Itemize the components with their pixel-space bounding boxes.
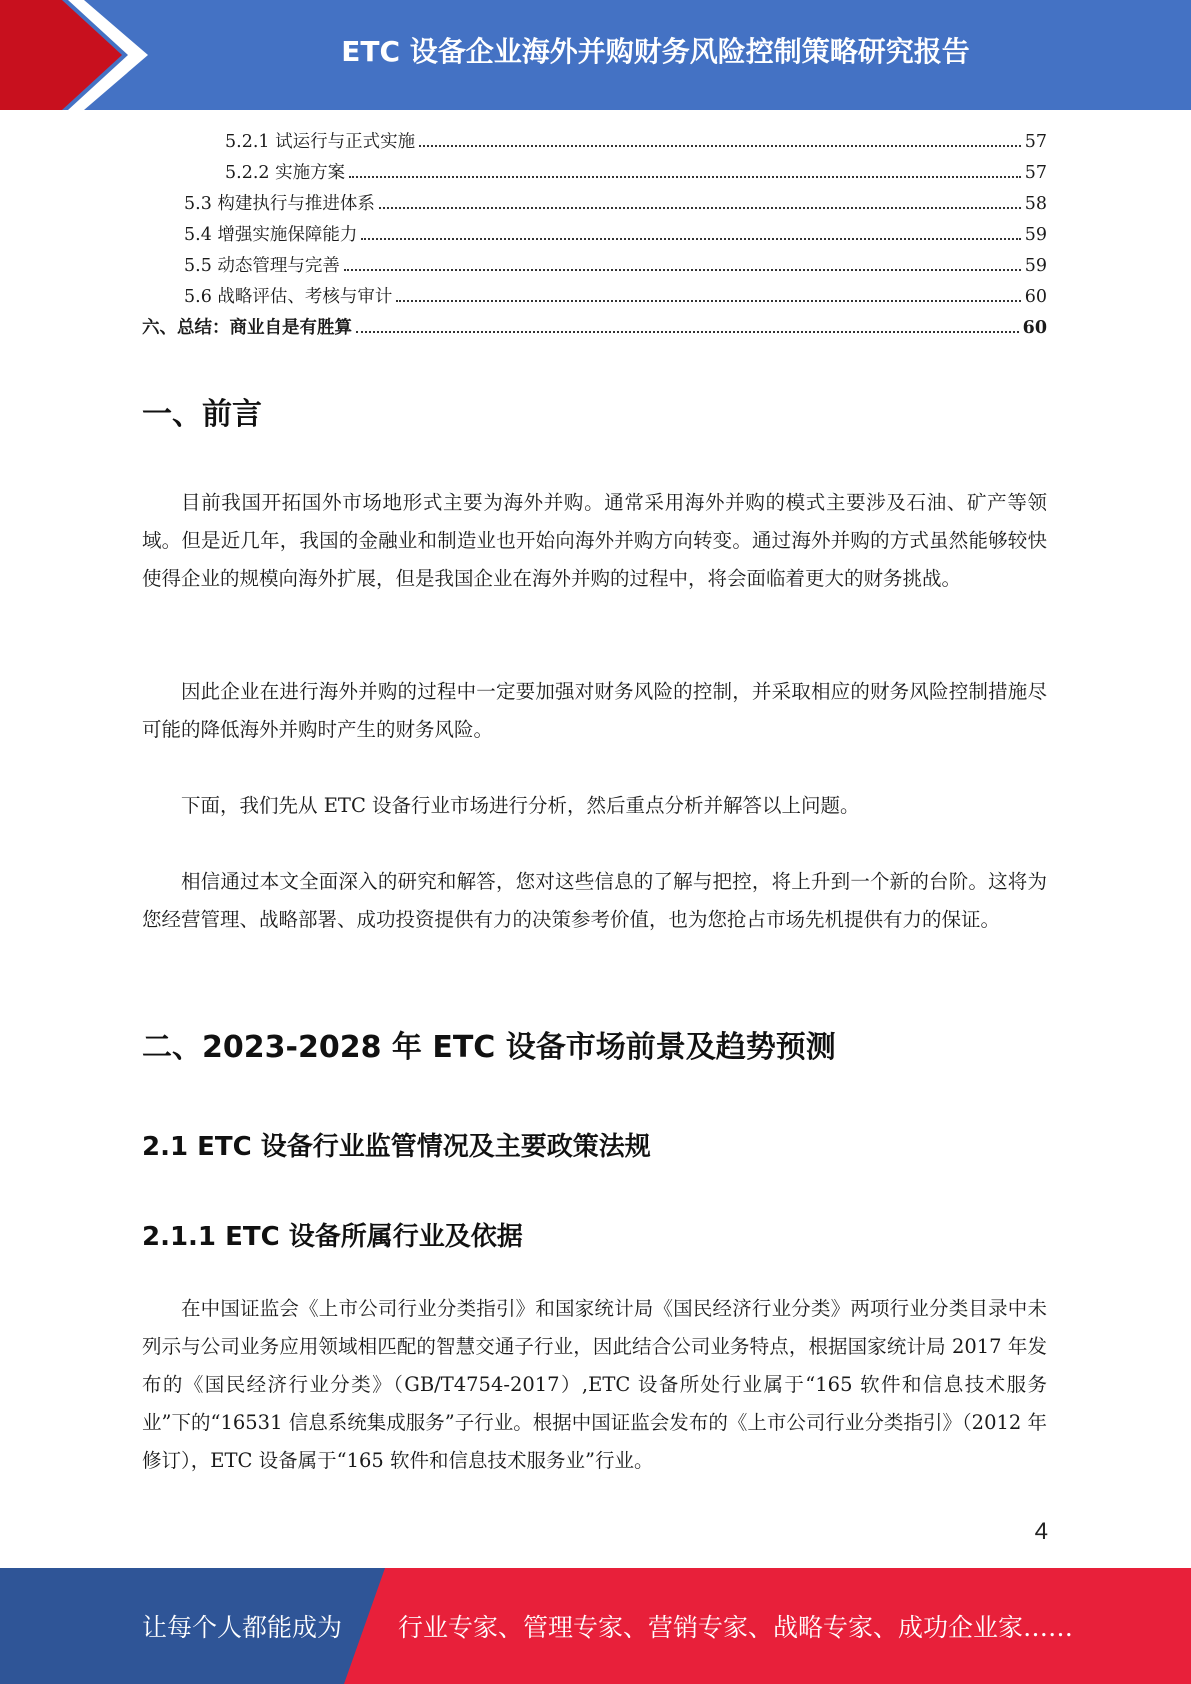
toc-entry-label: 5.2.2 实施方案 <box>225 163 346 183</box>
toc-leader-dots <box>344 269 1021 271</box>
toc-entry[interactable] <box>142 283 1047 314</box>
toc-leader-dots <box>356 331 1019 333</box>
heading-section-2-1: 2.1 ETC 设备行业监管情况及主要政策法规 <box>142 1132 651 1162</box>
section-2-1-1-paragraph: 在中国证监会《上市公司行业分类指引》和国家统计局《国民经济行业分类》两项行业分类目录中未列示与公司业务应用领域相匹配的智慧交通子行业，因此结合公司业务特点，根据国家统计局 2017 年发布的《国民经济行业分类》（GB/T4754-2017）,ETC 设备所处行业属于“165 软件和信息技术服务业”下的“16531 信息系统集成服务”子行业。根据中国证监会发布的《上市公司行业分类指引》（2012 年修订），ETC 设备属于“165 软件和信息技术服务业”行业。 <box>142 1297 1047 1472</box>
toc-entry-label: 5.5 动态管理与完善 <box>184 256 340 276</box>
toc-entry-page: 57 <box>1024 132 1047 152</box>
heading-intro: 一、前言 <box>142 397 262 432</box>
heading-chapter-2: 二、2023-2028 年 ETC 设备市场前景及趋势预测 <box>142 1030 836 1065</box>
intro-paragraph-2: 因此企业在进行海外并购的过程中一定要加强对财务风险的控制，并采取相应的财务风险控制措施尽可能的降低海外并购时产生的财务风险。 <box>142 680 1047 741</box>
toc-entry[interactable] <box>142 190 1047 221</box>
toc-entry[interactable] <box>142 252 1047 283</box>
page-footer <box>0 1568 1191 1684</box>
toc-entry[interactable] <box>142 159 1047 190</box>
toc-entry-page: 57 <box>1024 163 1047 183</box>
toc-leader-dots <box>419 145 1021 147</box>
toc-entry-label: 5.2.1 试运行与正式实施 <box>225 132 416 152</box>
report-title: ETC 设备企业海外并购财务风险控制策略研究报告 <box>341 35 970 68</box>
toc-entry-page: 60 <box>1024 287 1047 307</box>
toc-entry[interactable] <box>142 221 1047 252</box>
toc-entry-label: 5.4 增强实施保障能力 <box>184 225 358 245</box>
table-of-contents <box>142 128 1047 345</box>
toc-entry-label: 5.3 构建执行与推进体系 <box>184 194 375 214</box>
toc-entry[interactable] <box>142 128 1047 159</box>
toc-entry-label: 5.6 战略评估、考核与审计 <box>184 287 393 307</box>
intro-paragraph-3: 下面，我们先从 ETC 设备行业市场进行分析，然后重点分析并解答以上问题。 <box>181 794 860 817</box>
intro-paragraph-4: 相信通过本文全面深入的研究和解答，您对这些信息的了解与把控，将上升到一个新的台阶。这将为您经营管理、战略部署、成功投资提供有力的决策参考价值，也为您抢占市场先机提供有力的保证。 <box>142 870 1047 931</box>
toc-leader-dots <box>349 176 1021 178</box>
header-chevron-graphic <box>0 0 160 110</box>
toc-entry-page: 60 <box>1022 318 1047 338</box>
toc-entry-label: 六、总结：商业自是有胜算 <box>142 318 352 338</box>
toc-leader-dots <box>379 207 1021 209</box>
toc-entry-page: 59 <box>1024 225 1047 245</box>
footer-slogan-left: 让每个人都能成为 <box>142 1613 343 1642</box>
page-header <box>0 0 1191 110</box>
toc-entry-page: 59 <box>1024 256 1047 276</box>
page-number: 4 <box>1034 1518 1048 1545</box>
toc-leader-dots <box>361 238 1020 240</box>
heading-section-2-1-1: 2.1.1 ETC 设备所属行业及依据 <box>142 1222 523 1252</box>
toc-entry-page: 58 <box>1024 194 1047 214</box>
intro-paragraph-1: 目前我国开拓国外市场地形式主要为海外并购。通常采用海外并购的模式主要涉及石油、矿产等领域。但是近几年，我国的金融业和制造业也开始向海外并购方向转变。通过海外并购的方式虽然能够较快使得企业的规模向海外扩展，但是我国企业在海外并购的过程中，将会面临着更大的财务挑战。 <box>142 491 1047 590</box>
toc-entry[interactable] <box>142 314 1047 345</box>
toc-leader-dots <box>396 300 1020 302</box>
footer-slogan-right: 行业专家、管理专家、营销专家、战略专家、成功企业家…… <box>398 1613 1074 1642</box>
